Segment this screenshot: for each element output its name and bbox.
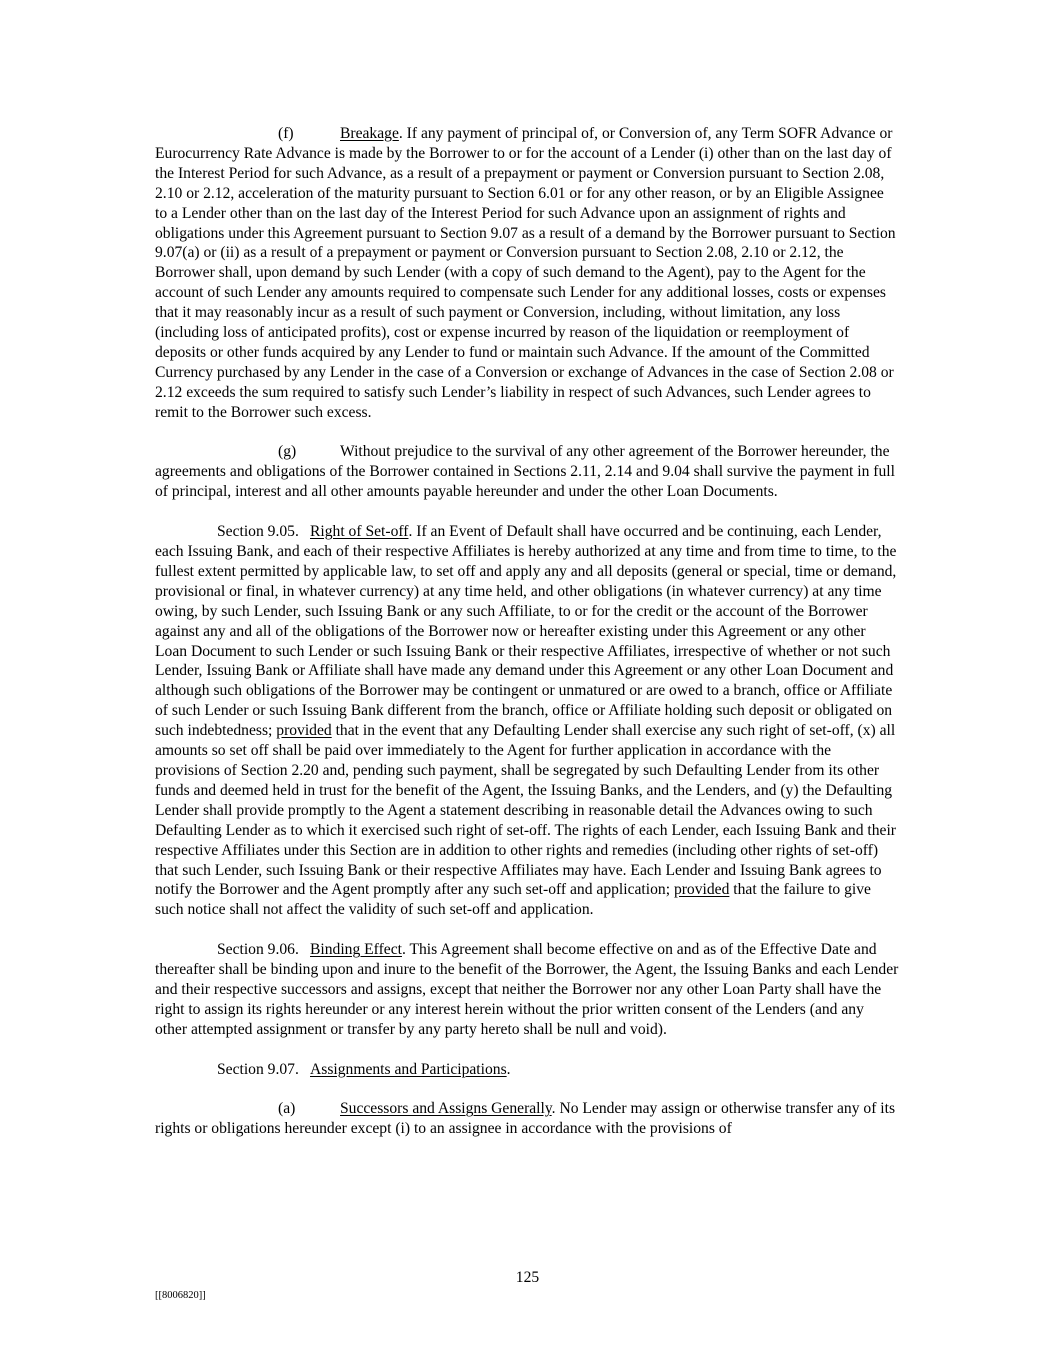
document-id: [[8006820]]	[155, 1290, 206, 1301]
section-text: that in the event that any Defaulting Lender shall exercise any such right of set-off, (x) all amounts so set off shall be paid over immediately to the Agent for further application in accordance with the provisions of Section 2.20 and, pending such payment, shall be segregated by such Defaulting Lender from its other funds and deemed held in trust for the benefit of the Agent, the Issuing Banks, and the Lenders, and (y) the Defaulting Lender shall provide promptly to the Agent a statement describing in reasonable detail the Advances owing to such Defaulting Lender as to which it exercised such right of set-off. The rights of each Lender, each Issuing Bank and their respective Affiliates under this Section are in addition to other rights and remedies (including other rights of set-off) that such Lender, such Issuing Bank or their respective Affiliates may have. Each Lender and Issuing Bank agrees to notify the Borrower and the Agent promptly after any such set-off and application;	[155, 722, 896, 899]
paragraph-text: . No Lender may assign or otherwise transfer any of its rights or obligations hereunder except (i) to an assignee in accordance with the provisions of	[155, 1100, 896, 1138]
paragraph-text: . If any payment of principal of, or Conversion of, any Term SOFR Advance or Eurocurrency Rate Advance is made by the Borrower to or for the account of a Lender (i) other than on the last day of the Interest Period for such Advance, as a result of a prepayment or payment or Conversion pursuant to Section 2.08, 2.10 or 2.12, acceleration of the maturity pursuant to Section 6.01 or for any other reason, or by an Eligible Assignee to a Lender other than on the last day of the Interest Period for such Advance upon an assignment of rights and obligations under this Agreement pursuant to Section 9.07 as a result of a demand by the Borrower pursuant to Section 9.07(a) or (ii) as a result of a prepayment or payment or Conversion pursuant to Section 2.08, 2.10 or 2.12, the Borrower shall, upon demand by such Lender (with a copy of such demand to the Agent), pay to the Agent for the account of such Lender any amounts required to compensate such Lender for any additional losses, costs or expenses that it may reasonably incur as a result of such payment or Conversion, including, without limitation, any loss (including loss of anticipated profits), cost or expense incurred by reason of the liquidation or reemployment of deposits or other funds acquired by any Lender to fund or maintain such Advance. If the amount of the Committed Currency purchased by any Lender in the case of a Conversion or exchange of Advances in the case of Section 2.08 or 2.12 exceeds the sum required to satisfy such Lender’s liability in respect of such Advances, such Lender agrees to remit to the Borrower such excess.	[155, 125, 896, 421]
section-number: Section 9.05.	[217, 523, 299, 541]
paragraph-heading: Successors and Assigns Generally	[340, 1100, 552, 1118]
section-heading: Right of Set-off	[310, 523, 409, 541]
provided-term: provided	[276, 722, 332, 740]
paragraph-label: (f)	[278, 125, 294, 142]
paragraph-g-survival	[155, 442, 899, 502]
paragraph-f-breakage	[155, 124, 899, 423]
section-number: Section 9.07.	[217, 1060, 299, 1078]
paragraph-heading: Breakage	[340, 125, 399, 142]
section-text: . This Agreement shall become effective on and as of the Effective Date and thereafter shall be binding upon and inure to the benefit of the Borrower, the Agent, the Issuing Banks and each Lender and their respective successors and assigns, except that neither the Borrower nor any other Loan Party shall have the right to assign its rights hereunder or any interest herein without the prior written consent of the Lenders (and any other attempted assignment or transfer by any party hereto shall be null and void).	[155, 941, 899, 1038]
paragraph-text: Without prejudice to the survival of any other agreement of the Borrower hereunder, the agreements and obligations of the Borrower contained in Sections 2.11, 2.14 and 9.04 shall survive the payment in full of principal, interest and all other amounts payable hereunder and under the other Loan Documents.	[155, 443, 895, 501]
section-9-06-binding-effect	[155, 940, 899, 1040]
section-text: that the failure to give such notice shall not affect the validity of such set-off and application.	[155, 881, 871, 919]
section-heading: Binding Effect	[310, 941, 402, 959]
section-number: Section 9.06.	[217, 941, 299, 959]
section-text: . If an Event of Default shall have occurred and be continuing, each Lender, each Issuing Bank, and each of their respective Affiliates is hereby authorized at any time and from time to time, to the fullest extent permitted by applicable law, to set off and apply any and all deposits (general or special, time or demand, provisional or final, in whatever currency) at any time held, and other obligations (in whatever currency) at any time owing, by such Lender, such Issuing Bank or any such Affiliate, to or for the credit or the account of the Borrower against any and all of the obligations of the Borrower now or hereafter existing under this Agreement or any other Loan Document to such Lender or such Issuing Bank or their respective Affiliates, irrespective of whether or not such Lender, Issuing Bank or Affiliate shall have made any demand under this Agreement or any other Loan Document and although such obligations of the Borrower may be contingent or unmatured or are owed to a branch, office or Affiliate of such Lender or such Issuing Bank different from the branch, office or Affiliate holding such deposit or obligated on such indebtedness;	[155, 523, 897, 740]
section-9-07-assignments	[155, 1060, 899, 1080]
section-9-05-right-of-set-off	[155, 522, 899, 920]
paragraph-label: (g)	[278, 443, 297, 461]
section-text: .	[506, 1060, 511, 1078]
page-number: 125	[515, 1269, 540, 1286]
section-heading: Assignments and Participations	[310, 1060, 507, 1078]
paragraph-label: (a)	[278, 1100, 296, 1118]
provided-term: provided	[673, 881, 730, 899]
paragraph-a-successors	[155, 1099, 899, 1139]
document-body	[155, 124, 899, 1159]
